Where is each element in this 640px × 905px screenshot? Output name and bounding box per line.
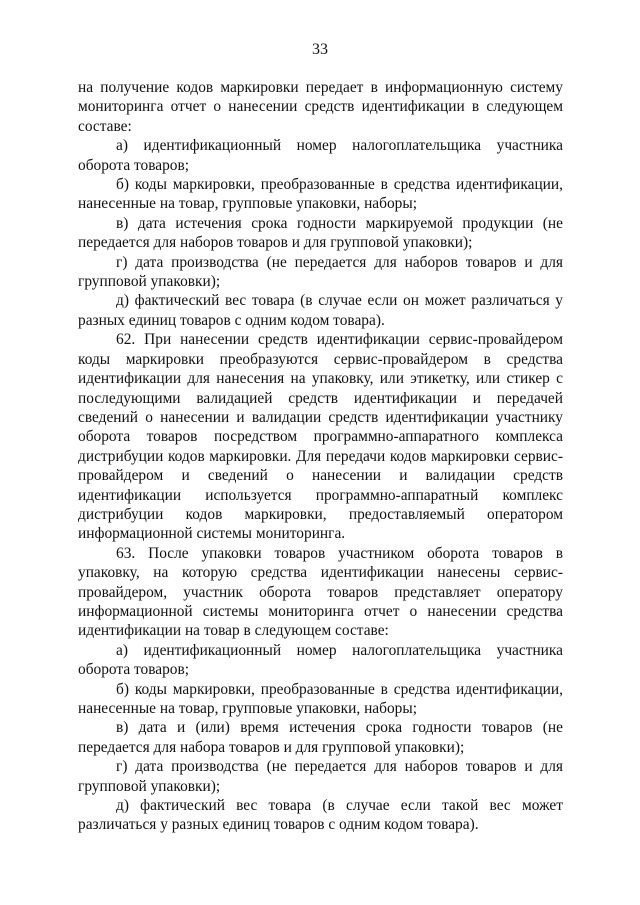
list-item-b: б) коды маркировки, преобразованные в средства идентификации, нанесенные на товар, групповые упаковки, наборы; xyxy=(78,680,563,717)
page-number: 33 xyxy=(312,41,328,58)
list-item-v: в) дата истечения срока годности маркируемой продукции (не передается для наборов товаров и для групповой упаковки); xyxy=(78,214,563,252)
list-item-a: а) идентификационный номер налогоплательщика участника оборота товаров; xyxy=(78,641,563,679)
list-item-b: б) коды маркировки, преобразованные в средства идентификации, нанесенные на товар, групповые упаковки, наборы; xyxy=(78,176,563,213)
list-item-v: в) дата и (или) время истечения срока годности товаров (не передается для набора товаров и для групповой упаковки); xyxy=(78,719,563,756)
list-item-d: д) фактический вес товара (в случае если он может различаться у разных единиц товаров с одним кодом товара). xyxy=(78,292,563,329)
list-item-g: г) дата производства (не передается для наборов товаров и для групповой упаковки); xyxy=(78,758,563,795)
list-item-d: д) фактический вес товара (в случае если такой вес может различаться у разных единиц товаров с одним кодом товара). xyxy=(78,797,563,834)
paragraph-63: 63. После упаковки товаров участником оборота товаров в упаковку, на которую средства идентификации нанесены сервис-провайдером, участник оборота товаров представляет оператору информационной системы мониторинга отчет о нанесении средства идентификации на товар в следующем составе: xyxy=(78,544,563,640)
paragraph-62: 62. При нанесении средств идентификации сервис-провайдером коды маркировки преобразуются сервис-провайдером в средства идентификации для нанесения на упаковку, или этикетку, или стикер с последующими валидацией средств идентификации и передачей сведений о нанесении и валидации средств идентификации участнику оборота товаров посредством программно-аппаратного комплекса дистрибуции кодов маркировки. Для передачи кодов маркировки сервис-провайдером и сведений о нанесении и валидации средств идентификации используется программно-аппаратный комплекс дистрибуции кодов маркировки, предоставляемый оператором информационной системы мониторинга. xyxy=(78,331,563,543)
document-body xyxy=(78,78,563,835)
list-item-g: г) дата производства (не передается для наборов товаров и для групповой упаковки); xyxy=(78,253,563,291)
list-item-a: а) идентификационный номер налогоплательщика участника оборота товаров; xyxy=(78,137,563,174)
paragraph-continuation: на получение кодов маркировки передает в информационную систему мониторинга отчет о нанесении средств идентификации в следующем составе: xyxy=(78,79,563,135)
